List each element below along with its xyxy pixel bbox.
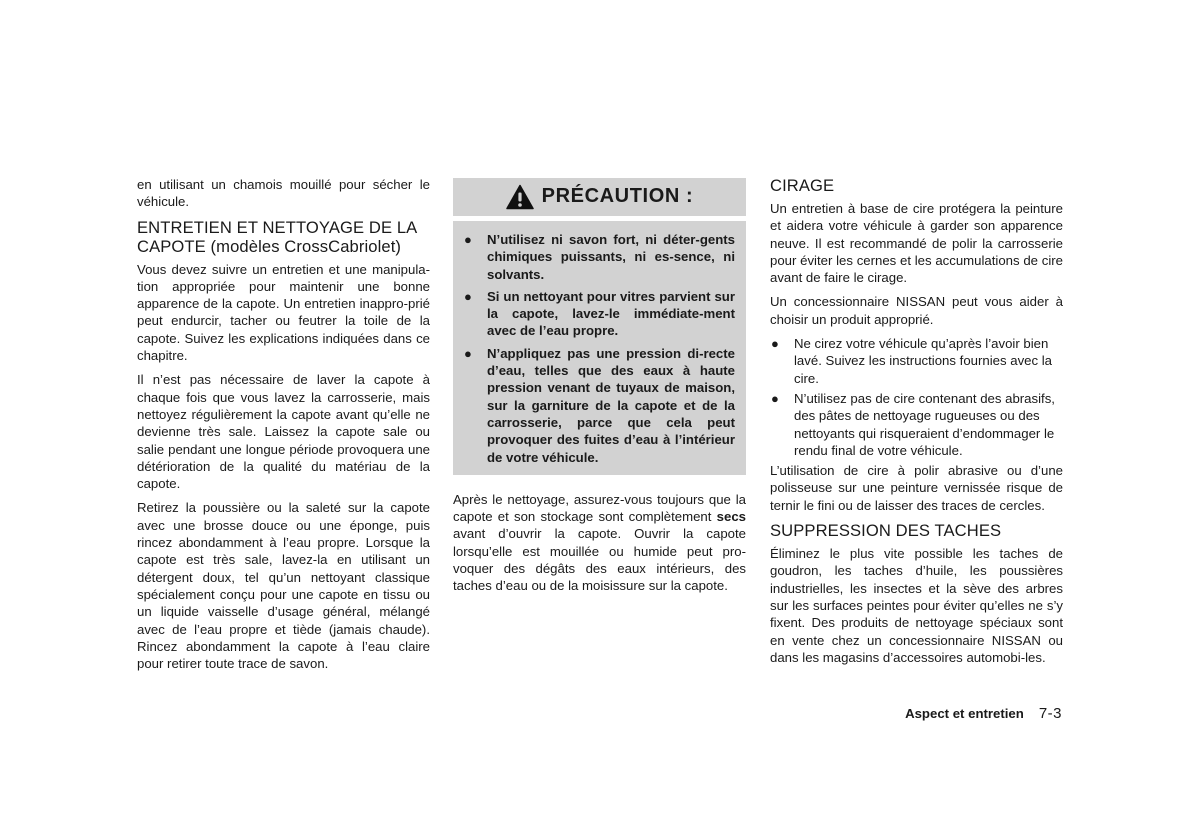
right-column xyxy=(770,176,1063,673)
emphasis-secs: secs xyxy=(716,509,746,525)
paragraph: Éliminez le plus vite possible les taches de goudron, les taches d’huile, les poussières industrielles, les insectes et la sève des arbres sur les surfaces peintes pour éviter qu’elles ne s’y fixent. Des produits de nettoyage spéciaux sont en vente chez un concessionnaire NISSAN ou dans les magasins d’accessoires automobi-les. xyxy=(770,546,1063,665)
caution-item-text: N’utilisez ni savon fort, ni déter-gents chimiques puissants, ni es-sence, ni solvants. xyxy=(487,232,735,282)
list-item-text: Ne cirez votre véhicule qu’après l’avoir bien lavé. Suivez les instructions fournies avec la cire. xyxy=(794,336,1053,386)
caution-item xyxy=(464,231,735,283)
left-column xyxy=(137,176,430,679)
list-item xyxy=(770,335,1063,387)
caution-item-text: N’appliquez pas une pression di-recte d’eau, telles que des eaux à haute pression venant de tuyaux de maison, sur la garniture de la capote et de la carrosserie, parce que cela peut provoquer des fuites d’eau à l’intérieur de votre véhicule. xyxy=(487,345,735,465)
bullet-icon: ● xyxy=(464,288,472,304)
paragraph: L’utilisation de cire à polir abrasive ou d’une polisseuse sur une peinture vernissée risque de ternir le fini ou de laisser des traces de cercles. xyxy=(770,463,1063,513)
caution-list xyxy=(453,221,746,466)
section-heading-capote: ENTRETIEN ET NETTOYAGE DE LA CAPOTE (modèles CrossCabriolet) xyxy=(137,217,417,256)
after-cleaning-paragraph xyxy=(453,491,746,595)
after-cleaning-text-rest: avant d’ouvrir la capote. Ouvrir la capote lorsqu’elle est mouillée ou humide peut pro-voquer des dégâts des eaux intérieurs, des taches d’eau ou de la moisissure sur la capote. xyxy=(453,526,746,594)
paragraph: Il n’est pas nécessaire de laver la capote à chaque fois que vous lavez la carrosserie, mais nettoyez régulièrement la capote avant qu’elle ne devienne très sale. Laissez la capote sale ou salie pendant une longue période provoquera une détérioration de la qualité du matériau de la capote. xyxy=(137,372,430,492)
paragraph: Un entretien à base de cire protégera la peinture et aidera votre véhicule à garder son apparence neuve. Il est recommandé de polir la carrosserie pour éviter les cernes et les accumulations de cire avant de faire le cirage. xyxy=(770,201,1063,286)
page-footer xyxy=(905,705,1062,722)
list-item xyxy=(770,390,1063,459)
paragraph: Retirez la poussière ou la saleté sur la capote avec une brosse douce ou une éponge, puis rincez abondamment à l’eau propre. Lorsque la capote est très sale, lavez-la en utilisant un détergent doux, tel qu’un nettoyant classique spécialement conçu pour une capote en tissu ou un liquide vaisselle d’usage général, mélangé avec de l’eau propre et tiède (jamais chaude). Rincez abondamment la capote à l’eau claire pour retirer toute trace de savon. xyxy=(137,500,430,672)
caution-item xyxy=(464,288,735,340)
caution-title: PRÉCAUTION : xyxy=(541,185,694,208)
warning-triangle-icon xyxy=(506,184,534,210)
paragraph: Vous devez suivre un entretien et une manipula-tion appropriée pour maintenir une bonne apparence de la capote. Un entretien inappro-prié peut endurcir, tacher ou feutrer la toile de la capote. Suivez les explications indiquées dans ce chapitre. xyxy=(137,261,430,364)
bullet-icon: ● xyxy=(464,232,472,247)
bullet-icon: ● xyxy=(771,336,779,352)
page-number: 7-3 xyxy=(1038,705,1062,722)
caution-box xyxy=(453,178,746,475)
caution-header xyxy=(453,178,746,221)
bullet-icon: ● xyxy=(464,345,472,361)
section-heading-cirage: CIRAGE xyxy=(770,176,835,195)
middle-column xyxy=(453,176,746,602)
cirage-list xyxy=(770,335,1063,459)
paragraph: Un concessionnaire NISSAN peut vous aider à choisir un produit approprié. xyxy=(770,294,1063,327)
intro-paragraph: en utilisant un chamois mouillé pour sécher le véhicule. xyxy=(137,177,430,210)
bullet-icon: ● xyxy=(771,390,779,406)
caution-item-text: Si un nettoyant pour vitres parvient sur la capote, lavez-le immédiate-ment avec de l’eau propre. xyxy=(487,288,735,339)
after-cleaning-text: Après le nettoyage, assurez-vous toujours que la capote et son stockage sont complètement xyxy=(453,491,746,525)
list-item-text: N’utilisez pas de cire contenant des abrasifs, des pâtes de nettoyage rugueuses ou des nettoyants qui risqueraient d’endommager le rendu final de votre véhicule. xyxy=(794,390,1055,458)
footer-section-title: Aspect et entretien xyxy=(905,706,1024,721)
section-heading-taches: SUPPRESSION DES TACHES xyxy=(770,521,1002,541)
caution-item xyxy=(464,345,735,466)
